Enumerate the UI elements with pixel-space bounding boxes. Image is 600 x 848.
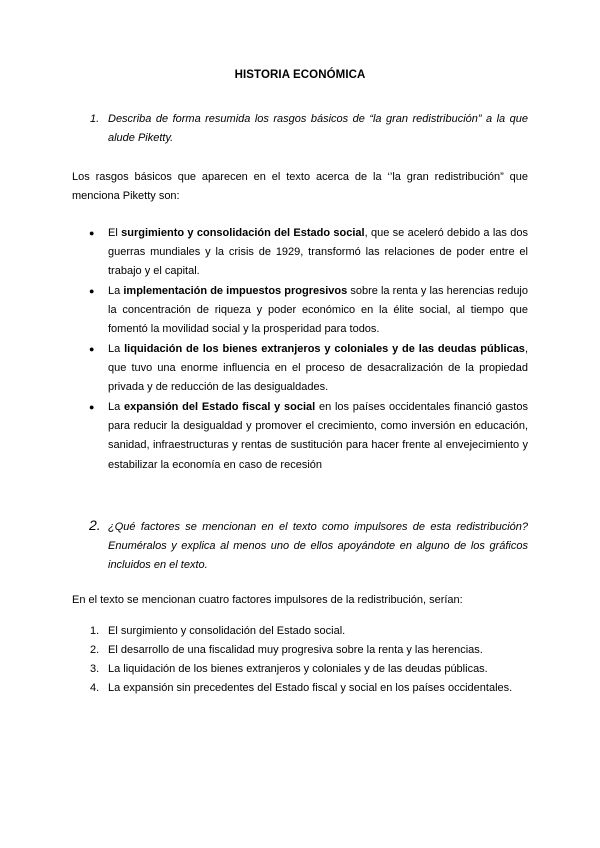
factor-number: 1.: [90, 625, 100, 637]
factor-item-2: El desarrollo de una fiscalidad muy progresiva sobre la renta y las herencias.: [108, 644, 483, 656]
bullet-dot: ●: [89, 228, 95, 238]
factor-item-4: La expansión sin precedentes del Estado fiscal y social en los países occidentales.: [108, 682, 513, 694]
bullet-item-3: La liquidación de los bienes extranjeros y coloniales y de las deudas públicas, que tuvo una enorme influencia en el proceso de desacralización de la propiedad privada y de reducción de las desigualdades.: [108, 343, 528, 394]
bullet-dot: ●: [89, 286, 95, 296]
answer-1-intro: Los rasgos básicos que aparecen en el texto acerca de la ‘’la gran redistribución” que menciona Piketty son:: [72, 171, 528, 202]
factor-item-3: La liquidación de los bienes extranjeros y coloniales y de las deudas públicas.: [108, 663, 488, 675]
bullet-dot: ●: [89, 344, 95, 354]
factor-number: 4.: [90, 682, 100, 694]
answer-2-intro: En el texto se mencionan cuatro factores impulsores de la redistribución, serían:: [72, 594, 463, 606]
bullet-item-2: La implementación de impuestos progresivos sobre la renta y las herencias redujo la concentración de riqueza y poder económico en la élite social, al tiempo que fomentó la movilidad social y la prosperidad para todos.: [108, 285, 528, 336]
page-title: HISTORIA ECONÓMICA: [234, 69, 366, 81]
question-2-text: ¿Qué factores se mencionan en el texto como impulsores de esta redistribución? Enuméralos y explica al menos uno de ellos apoyándote en alguno de los gráficos incluidos en el texto.: [108, 521, 528, 571]
question-1-number: 1.: [90, 113, 100, 125]
factor-number: 2.: [90, 644, 100, 656]
factor-number: 3.: [90, 663, 100, 675]
bullet-dot: ●: [89, 402, 95, 412]
bullet-item-4: La expansión del Estado fiscal y social en los países occidentales financió gastos para reducir la desigualdad y promover el crecimiento, como inversión en educación, sanidad, infraestructuras y rentas de sustitución para hacer frente al envejecimiento y estabilizar la economía en caso de recesión: [108, 401, 528, 471]
question-2-number: 2.: [89, 517, 101, 533]
bullet-item-1: El surgimiento y consolidación del Estado social, que se aceleró debido a las dos guerras mundiales y la crisis de 1929, transformó las relaciones de poder entre el trabajo y el capital.: [108, 227, 528, 278]
factor-item-1: El surgimiento y consolidación del Estado social.: [108, 625, 346, 637]
question-1-text: Describa de forma resumida los rasgos básicos de “la gran redistribución” a la que alude Piketty.: [108, 113, 528, 144]
